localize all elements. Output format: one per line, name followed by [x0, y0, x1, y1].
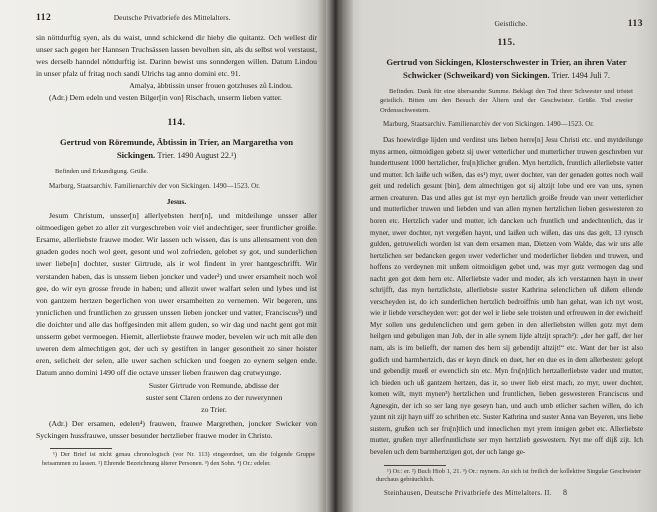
left-footnote-rule [50, 448, 112, 449]
letter-114-summary: Befinden und Erkundigung. Grüße. [55, 168, 149, 176]
letter-115-title-block [370, 56, 643, 82]
letter-114-dateline: Trier. 1490 August 22.¹) [157, 150, 237, 160]
letter-115-source: Marburg, Staatsarchiv. Familienarchiv der von Sickingen. 1490—1523. Or. [383, 119, 594, 128]
right-page-header [370, 19, 643, 29]
letter-114-salutation: Jesus. [166, 197, 187, 207]
binding-gutter-shadow [317, 0, 353, 512]
letter-114-number: 114. [167, 118, 186, 129]
closing-line: Suster Girtrude von Remunde, abdisse der [148, 381, 280, 391]
letter-113-body-end: sin nöttdurftig syen, als du waist, unnd schickend dir hieby die quitantz. Och wellest dir unser sach gegen her Hannsen Truchsässen lassen bevolhen sin, als du selbst wol verstaust, wes derselb hanndel nöttdurftig ist. Darinn bewist uns sonndergen willen. Datum Lindou in unser pfalz uf fritag noch sandi Ulrichs tag anno domini etc. 91. [36, 33, 317, 79]
letter-115-title: Gertrud von Sickingen, Klosterschwester in Trier, an ihren Vater Schwicker (Schweikard) von Sickingen. [386, 57, 627, 80]
letter-114-body: Jesum Christum, unsser[n] allerlyebsten herr[n], und mitdeilunge unsser aller oitmoedigen gebet zo aller zit vurgeschreben voir viel andechtiger, seer fruntlicher groiße. Ersame, allerliebste frauwe moder. Wir lassen uch wissen, das is uns allensament von den gnaden godes noch wol geet, gesont und wol zofrieden, gelobet sy got, und sunderlichen uwer liebe[n] dochter, suster Girtrude, als ir wol findent in yrer hantgeschrifft. Wir verstanden haben, das is unssem lieben joncker und vader²) und uwer ersamheit noch wol gee, do wir eyn grosse freude in haben; und allezit uwer walfart selen und lybes und ist von gantzem hertzen begerlichen von uwer ersamheiten zo vernemen. Wir begeren, uns ynniclichen und fruntlichen zo grussen unssen lieben joncker und vatter, Franciscus³) und die doichter und alle das hoffgesinden mit allem guden, so wir dag und nacht gent got mit unsserm gebet vermoegen. Hiemit, allerliebste frauwe moder, bevelen wir uch mit alle den uweren dem almechtigen got, der uch sy gestiften in langer gesontheit zo siner hoister eren, selicheit der selen, alle uwer sachen schicken und foegen zo eynem selgen ende. Datum anno domini 1490 off die octave unsser lieben frauwen dag crutwyunge. [36, 211, 317, 378]
letter-115-body: Das hoewirdige lijden und verdinst uns lieben herre[n] Jesu Christi etc. und mytdeilunge myns armen, oitmoidigen gebetz sij uwer vetterlicher und mutterlicher truwen geschreben vur hunderttusent 1000 hertzlicher, fru[n]tlicher grußen. Myn hertzlich, fruntlich allerliebste vatter und mutter. Ich laiße uch wißen, das es¹) myr, uwer dochter, van der genaden gottes noch wail geit und redelich gesunt [bin], dem almechtigen got sij altzijt lobe und ere van uns, synen armen creaturen. Das und alles gut ist myr eyn hertzlich groiße freude van uwer vetterlicher und mutterlicher truwen und liebden und van allen mynen hertzlichen lieben geswesteren zo horen etc. Hertzlich vader und mutter, ich dancken uch fruntlich und andechtenlich, das ir myner, uwer dochter, nyt vergeßen haynt, und laißen uch wißen, das uns das gelt, 13 rynsch gulden, getruwelich worden ist van dem ersamen man, Dietzen vom Walde, das wir uns alle hertzlichen ser bedancken gegen uwer vederlicher und moderlicher liebden und truwen, und hoffens zo verdeynen mit unßem oitmoidigen gebet und, was myr gutz vermogen dag und nacht gen got dem hern etc. Allerliebste vader und moder, als ich verstannen hayn in uwer schrijfft, das myn hertzlichste, allerliebste suster Kathrina selenclichen uß dißem ellende verscheyden ist, do ich sunderlichen hertzlich bedroiffnis umb han gehat, wan ich nyt wost, wie ir liebde verscheyden wer: got der wel ir liebe sele troisten und erfreuwen in der ewicheit! Myr sollen uns gedulenclichen und gern geben in den allerliebsten willen gotz myt dem heilgen und gebuligen man Job, der in alle synem lijde altzijt sprach²): „der her gaff, der her nam, als is im beliefft, der namen des hern sij gebendijt altzijt!“ etc. Want der her ist also gudich und barmhertzich, das er keyn dinck en duet, her en due es in dem allerbesten: gelopt und gebendijt mueß er ewenclich sin etc. Myn fru[n]tlich hertzallerliebste vader und mutter, ich bieden uch uß gantzem hertzen, das ir, so uwer lieb eirst mach, zo myr, uwer dochter, komen wilt, mytt mynen³) hertzlichen und fruntlichen, lieben geswesteren Franciscus und Agnesgin, der ich so ser lang nye geseyn han, und auch umb etlicher sachen willen, do ich yzunt nit zijt hayn uiff zo schriben etc. Suster Kathrina und suster Anna van Beyeren, uns liebe sustern, grußen uch ser fru[n]tlich und inneclichen myt yrem innigen gebet etc. Allerliebste mutter, grußen myr allerfruntlichste ser myn hertzlieb geswestern. Nyt me off dijß zijt. Ich bevelen uch dem barmhertzigen got, der uch lange ge- [370, 136, 643, 456]
letter-114-address: (Adr.) Der ersamen, edelen⁴) frauwen, frauwe Margrethen, joncker Swicker von Syckingen hussfrauwe, unsser besunder hertzlieber frauwe moder in Christo. [36, 418, 317, 440]
closing-line: suster sent Claren ordens zo der ruwerynnen [145, 393, 283, 403]
colophon-row [370, 488, 643, 497]
right-footnote-rule [384, 465, 446, 466]
left-page-number: 112 [36, 13, 52, 23]
left-footnotes: ¹) Der Brief ist nicht genau chronologisch (vor Nr. 113) eingeordnet, um die folgende Gruppe beisammen zu lassen. ²) Ehrende Bezeichnung älterer Personen. ³) den Sohn. ⁴) Or.: edeler. [42, 450, 315, 467]
right-footnotes: ¹) Or.: er. ²) Buch Hiob 1, 21. ³) Or.: mynem. An sich ist freilich der kollektive Singular Geschwister durchaus gebräuchlich. [376, 467, 641, 484]
letter-115-summary: Befinden. Dank für eine übersandte Summe. Beklagt den Tod ihrer Schwester und tröstet geistlich. Bitten um den Besuch der Ältern und der Geschwister. Grüße. Tod zweier Ordensschwestern. [380, 88, 633, 114]
page-left [0, 0, 326, 512]
letter-115-number: 115. [497, 38, 516, 48]
letter-114-closing [114, 380, 314, 415]
page-right [340, 0, 657, 512]
colophon-text: Steinhausen, Deutsche Privatbriefe des Mittelalters. II. [384, 490, 552, 498]
letter-115-dateline: Trier. 1494 Juli 7. [551, 70, 610, 80]
left-page-header [36, 13, 317, 23]
letter-114-source: Marburg, Staatsarchiv. Familienarchiv der von Sickingen. 1490—1523. Or. [49, 181, 260, 190]
letter-113-signature: Amalya, äbbtissin unser frouen gotzhuses zů Lindou. [129, 81, 293, 91]
closing-line: zo Trier. [201, 404, 227, 414]
left-running-head: Deutsche Privatbriefe des Mittelalters. [113, 13, 231, 22]
right-running-head: Geistliche. [494, 19, 528, 28]
right-page-number: 113 [627, 19, 643, 29]
sheet-number: 8 [563, 488, 567, 498]
letter-114-title: Gertrud von Röremunde, Äbtissin in Trier, an Margaretha von Sickingen. [59, 137, 294, 160]
letter-113-address: (Adr.) Dem edeln und vesten Bilger[in von] Rischach, unserm lieben vatter. [49, 93, 282, 103]
letter-114-title-block [36, 136, 317, 162]
